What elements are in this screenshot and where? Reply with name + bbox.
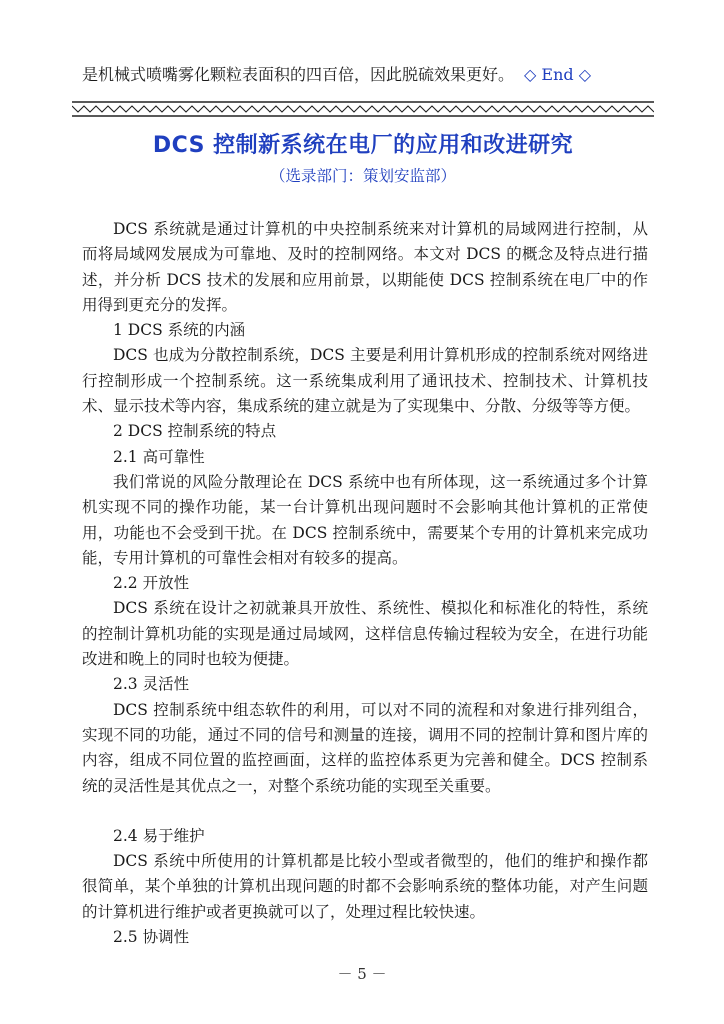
article-body [82, 217, 648, 950]
subsection-heading: 2.4 易于维护 [113, 826, 205, 845]
previous-article-ending [82, 62, 662, 88]
paragraph: DCS 系统就是通过计算机的中央控制系统来对计算机的局域网进行控制，从而将局域网发展成为可靠地、及时的控制网络。本文对 DCS 的概念及特点进行描述，并分析 DCS 技术的发展和应用前景，以期能使 DCS 控制系统在电厂中的作用得到更充分的发挥。 [82, 220, 648, 314]
end-mark: ◇ End ◇ [524, 65, 592, 84]
subsection-heading: 2.5 协调性 [113, 928, 190, 947]
zigzag-divider-graphic [72, 99, 654, 119]
paragraph: 我们常说的风险分散理论在 DCS 系统中也有所体现，这一系统通过多个计算机实现不同的操作功能，某一台计算机出现问题时不会影响其他计算机的正常使用，功能也不会受到干扰。在 DCS 控制系统中，需要某个专用的计算机来完成功能，专用计算机的可靠性会相对有较多的提高。 [82, 472, 648, 567]
paragraph: DCS 系统中所使用的计算机都是比较小型或者微型的，他们的维护和操作都很简单，某个单独的计算机出现问题的时都不会影响系统的整体功能，对产生问题的计算机进行维护或者更换就可以了，处理过程比较快速。 [82, 852, 648, 921]
paragraph: DCS 系统在设计之初就兼具开放性、系统性、模拟化和标准化的特性，系统的控制计算机功能的实现是通过局域网，这样信息传输过程较为安全，在进行功能改进和晚上的同时也较为便捷。 [82, 599, 648, 669]
section-divider [72, 99, 654, 119]
paragraph: DCS 也成为分散控制系统，DCS 主要是利用计算机形成的控制系统对网络进行控制形成一个控制系统。这一系统集成利用了通讯技术、控制技术、计算机技术、显示技术等内容，集成系统的建立就是为了实现集中、分散、分级等等方便。 [82, 346, 648, 416]
article-subtitle: （选录部门：策划安监部） [269, 167, 456, 185]
previous-article-last-line: 是机械式喷嘴雾化颗粒表面积的四百倍，因此脱硫效果更好。 [82, 65, 515, 84]
article-title: DCS 控制新系统在电厂的应用和改进研究 [152, 133, 574, 158]
subsection-heading: 2.3 灵活性 [113, 675, 190, 694]
paragraph: DCS 控制系统中组态软件的利用，可以对不同的流程和对象进行排列组合，实现不同的功能，通过不同的信号和测量的连接，调用不同的控制计算和图片库的内容，组成不同位置的监控画面，这样的监控体系更为完善和健全。DCS 控制系统的灵活性是其优点之一，对整个系统功能的实现至关重要。 [82, 700, 648, 795]
page-number: － 5 － [337, 965, 387, 983]
subsection-heading: 2.2 开放性 [113, 574, 190, 593]
section-heading: 1 DCS 系统的内涵 [113, 321, 246, 340]
section-heading: 2 DCS 控制系统的特点 [113, 422, 277, 441]
subsection-heading: 2.1 高可靠性 [113, 447, 205, 466]
